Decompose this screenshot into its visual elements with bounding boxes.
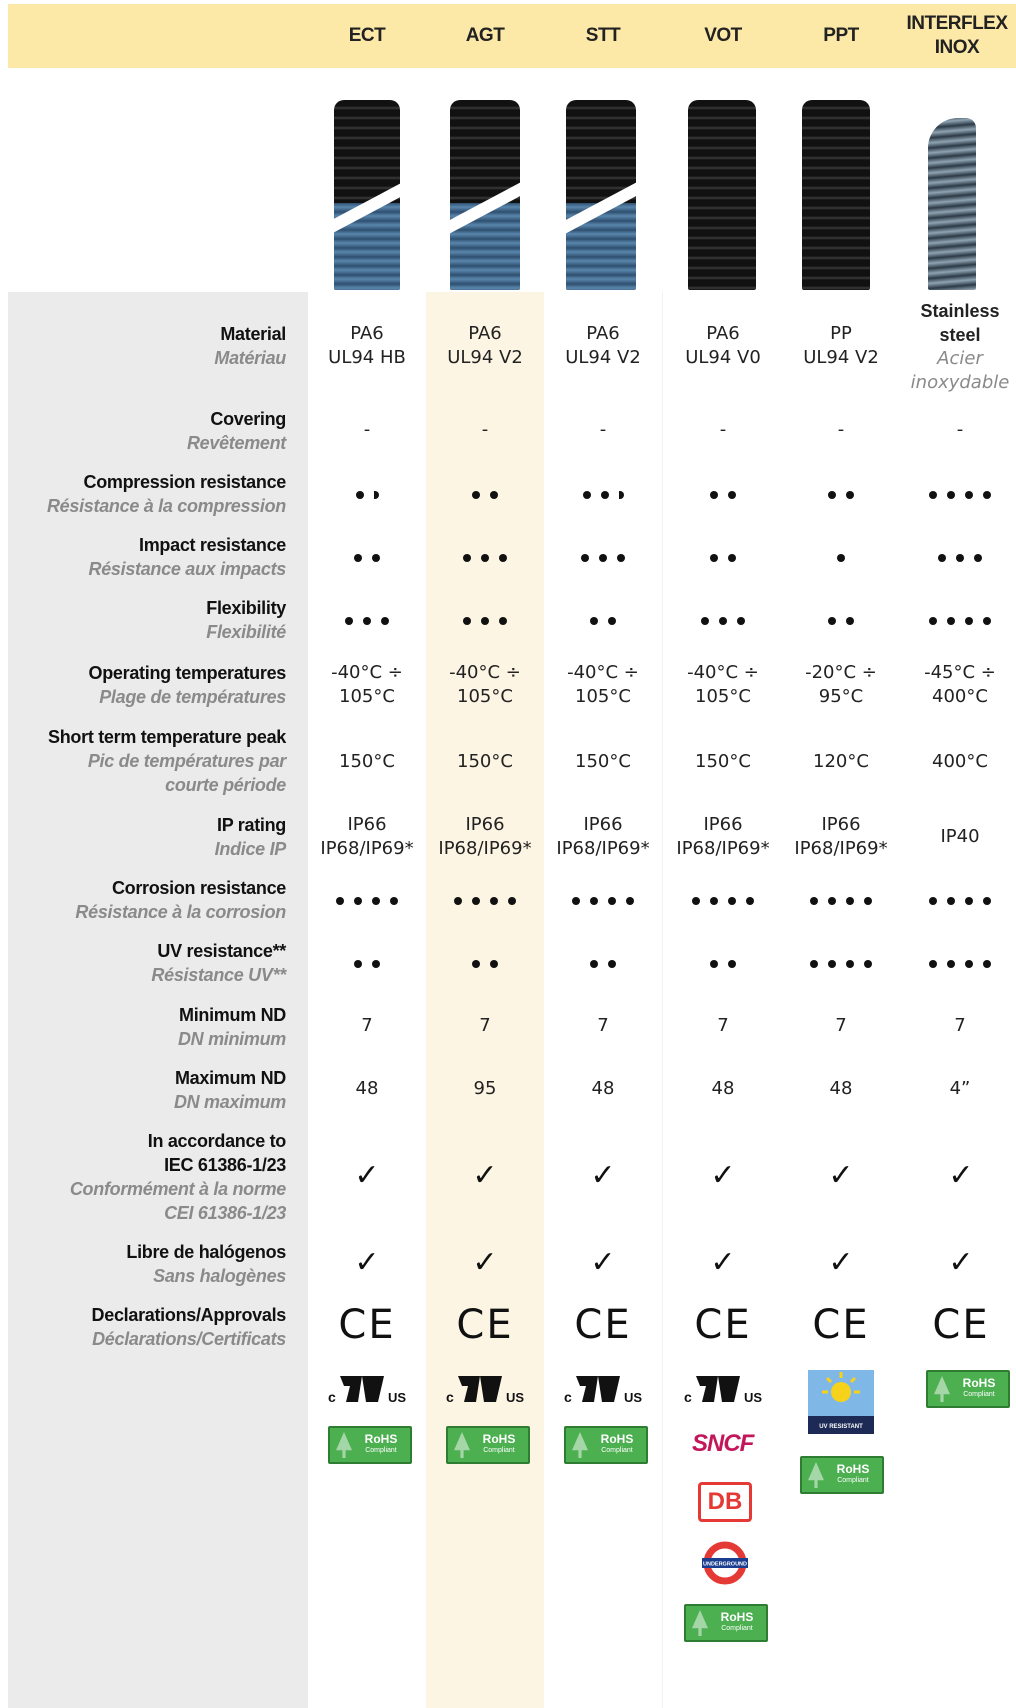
rating-dot: [583, 491, 591, 499]
rating-dot: [372, 897, 380, 905]
compression-rating-vot: [664, 489, 782, 501]
max-nd-agt: 95: [473, 1078, 497, 1099]
rating-dot: [929, 897, 937, 905]
row-label-halogen-free: Libre de halógenos Sans halogènes: [126, 1242, 286, 1286]
rating-dot: [490, 491, 498, 499]
rating-dot: [846, 897, 854, 905]
peak-interflex-inox: 400°C: [932, 751, 988, 772]
column-header-interflex-inox: INTERFLEX INOX: [906, 13, 1008, 58]
rating-dot: [572, 897, 580, 905]
rating-dot: [454, 897, 462, 905]
rating-dot: [356, 491, 364, 499]
svg-text:US: US: [624, 1390, 643, 1405]
rating-dot: [846, 617, 854, 625]
rating-dot: [974, 554, 982, 562]
material-vot: PA6 UL94 V0: [685, 323, 761, 368]
rating-dot: [354, 897, 362, 905]
row-label-material: Material Matériau: [214, 324, 286, 368]
uv-rating-agt: [426, 958, 544, 970]
db-logo-icon: DB: [698, 1482, 752, 1522]
impact-rating-vot: [664, 552, 782, 564]
compression-rating-ppt: [782, 489, 900, 501]
rating-dot: [947, 897, 955, 905]
rating-dot: [617, 554, 625, 562]
uv-rating-ect: [308, 958, 426, 970]
impact-rating-agt: [426, 552, 544, 564]
rating-dot: [463, 617, 471, 625]
material-stt: PA6 UL94 V2: [565, 323, 641, 368]
rating-dot: [965, 897, 973, 905]
column-divider: [662, 292, 663, 1708]
svg-text:US: US: [506, 1390, 525, 1405]
peak-ppt: 120°C: [813, 751, 869, 772]
svg-text:c: c: [328, 1389, 336, 1405]
rating-dot: [608, 617, 616, 625]
covering-vot: -: [719, 419, 727, 440]
min-nd-vot: 7: [717, 1015, 729, 1036]
rating-dot: [499, 554, 507, 562]
ce-mark-icon-stt: CE: [574, 1302, 632, 1348]
material-ect: PA6 UL94 HB: [328, 323, 406, 368]
max-nd-ppt: 48: [829, 1078, 853, 1099]
ce-mark-icon-interflex-inox: CE: [932, 1302, 990, 1348]
rating-dot: [710, 554, 718, 562]
rating-dot: [837, 554, 845, 562]
rating-dot: [499, 617, 507, 625]
rating-dot: [737, 617, 745, 625]
ul-listed-logo-icon-vot: [684, 1372, 768, 1406]
min-nd-ect: 7: [361, 1015, 373, 1036]
iec-check-icon-interflex-inox: ✓: [948, 1158, 974, 1193]
rating-dot: [983, 960, 991, 968]
rating-dot: [728, 897, 736, 905]
rating-dot: [929, 491, 937, 499]
vot-tube-image: [688, 100, 756, 290]
row-label-minimum-nd: Minimum ND DN minimum: [177, 1005, 286, 1049]
compression-rating-stt: [544, 489, 662, 501]
rohs-compliant-badge-icon-ect: RoHS Compliant: [328, 1426, 412, 1464]
min-nd-ppt: 7: [835, 1015, 847, 1036]
rating-dot: [929, 617, 937, 625]
rating-dot: [810, 960, 818, 968]
rating-dot: [810, 897, 818, 905]
rating-dot: [965, 617, 973, 625]
rating-dot: [692, 897, 700, 905]
peak-agt: 150°C: [457, 751, 513, 772]
rating-dot: [463, 554, 471, 562]
corrosion-rating-interflex-inox: [904, 895, 1016, 907]
rating-dot: [864, 897, 872, 905]
rating-dot: [472, 960, 480, 968]
svg-text:UV RESISTANT: UV RESISTANT: [819, 1424, 863, 1430]
svg-text:US: US: [388, 1390, 407, 1405]
ul-listed-logo-icon-stt: [564, 1372, 648, 1406]
row-label-maximum-nd: Maximum ND DN maximum: [173, 1068, 286, 1112]
rating-dot: [929, 960, 937, 968]
covering-ppt: -: [837, 419, 845, 440]
uv-rating-vot: [664, 958, 782, 970]
ul-listed-logo-icon-agt: [446, 1372, 530, 1406]
ect-tube-image: [334, 100, 400, 290]
max-nd-vot: 48: [711, 1078, 735, 1099]
rating-dot: [846, 491, 854, 499]
svg-text:UNDERGROUND: UNDERGROUND: [703, 1561, 747, 1568]
iec-check-icon-ppt: ✓: [828, 1158, 854, 1193]
rating-dot: [608, 960, 616, 968]
halogen-check-icon-stt: ✓: [590, 1245, 616, 1280]
max-nd-interflex-inox: 4”: [949, 1078, 971, 1099]
london-underground-logo-icon: [702, 1540, 748, 1586]
row-label-uv: UV resistance** Résistance UV**: [151, 941, 286, 985]
ip-interflex-inox: IP40: [940, 826, 980, 847]
corrosion-rating-stt: [544, 895, 662, 907]
rating-dot: [938, 554, 946, 562]
row-label-flexibility: Flexibility Flexibilité: [206, 598, 286, 642]
rating-dot: [581, 554, 589, 562]
rating-dot: [846, 960, 854, 968]
row-label-compression: Compression resistance Résistance à la compression: [46, 472, 286, 516]
sncf-logo-icon: SNCF: [692, 1430, 754, 1457]
ip-ppt: IP66 IP68/IP69*: [794, 814, 888, 859]
rating-half-dot: [619, 491, 624, 499]
svg-text:c: c: [684, 1389, 692, 1405]
rating-dot: [746, 897, 754, 905]
ip-ect: IP66 IP68/IP69*: [320, 814, 414, 859]
rating-dot: [947, 960, 955, 968]
column-header-vot: VOT: [704, 25, 742, 46]
rohs-compliant-badge-icon-stt: RoHS Compliant: [564, 1426, 648, 1464]
corrosion-rating-agt: [426, 895, 544, 907]
flexibility-rating-ppt: [782, 615, 900, 627]
svg-text:c: c: [446, 1389, 454, 1405]
material-interflex-inox: Stainless steel Acier inoxydable: [910, 301, 1010, 393]
column-header-ect: ECT: [348, 25, 386, 46]
rating-dot: [947, 617, 955, 625]
covering-interflex-inox: -: [956, 419, 964, 440]
stt-tube-image: [566, 100, 636, 290]
iec-check-icon-agt: ✓: [472, 1158, 498, 1193]
rohs-compliant-badge-icon-interflex-inox: RoHS Compliant: [926, 1370, 1010, 1408]
ce-mark-icon-ect: CE: [338, 1302, 396, 1348]
row-label-corrosion: Corrosion resistance Résistance à la corrosion: [75, 878, 286, 922]
max-nd-ect: 48: [355, 1078, 379, 1099]
temps-vot: -40°C ÷ 105°C: [687, 662, 759, 707]
peak-ect: 150°C: [339, 751, 395, 772]
rating-dot: [481, 554, 489, 562]
impact-rating-ect: [308, 552, 426, 564]
rating-dot: [354, 554, 362, 562]
rohs-compliant-badge-icon-vot: RoHS Compliant: [684, 1604, 768, 1642]
rating-dot: [599, 554, 607, 562]
uv-rating-ppt: [782, 958, 900, 970]
corrosion-rating-vot: [664, 895, 782, 907]
rating-dot: [490, 897, 498, 905]
rating-dot: [372, 554, 380, 562]
max-nd-stt: 48: [591, 1078, 615, 1099]
interflex-inox-tube-image: [928, 118, 976, 290]
covering-agt: -: [481, 419, 489, 440]
min-nd-agt: 7: [479, 1015, 491, 1036]
rohs-compliant-badge-icon-ppt: RoHS Compliant: [800, 1456, 884, 1494]
column-header-stt: STT: [585, 25, 621, 46]
ip-agt: IP66 IP68/IP69*: [438, 814, 532, 859]
covering-stt: -: [599, 419, 607, 440]
min-nd-interflex-inox: 7: [954, 1015, 966, 1036]
material-agt: PA6 UL94 V2: [447, 323, 523, 368]
svg-text:c: c: [564, 1389, 572, 1405]
rating-dot: [590, 897, 598, 905]
rating-dot: [719, 617, 727, 625]
rating-dot: [828, 617, 836, 625]
compression-rating-interflex-inox: [904, 489, 1016, 501]
rating-dot: [983, 617, 991, 625]
flexibility-rating-vot: [664, 615, 782, 627]
row-label-covering: Covering Revêtement: [186, 409, 286, 453]
rating-dot: [354, 960, 362, 968]
halogen-check-icon-ppt: ✓: [828, 1245, 854, 1280]
rating-dot: [983, 897, 991, 905]
agt-tube-image: [450, 100, 520, 290]
rating-half-dot: [374, 491, 379, 499]
compression-rating-ect: [308, 489, 426, 501]
flexibility-rating-agt: [426, 615, 544, 627]
ce-mark-icon-vot: CE: [694, 1302, 752, 1348]
rating-dot: [710, 491, 718, 499]
row-label-iec: In accordance to IEC 61386-1/23 Conformément à la norme CEI 61386-1/23: [69, 1131, 286, 1223]
halogen-check-icon-vot: ✓: [710, 1245, 736, 1280]
column-header-ppt: PPT: [823, 25, 859, 46]
impact-rating-interflex-inox: [904, 552, 1016, 564]
rating-dot: [608, 897, 616, 905]
rating-dot: [710, 960, 718, 968]
ce-mark-icon-agt: CE: [456, 1302, 514, 1348]
rating-dot: [363, 617, 371, 625]
rating-dot: [947, 491, 955, 499]
ce-mark-icon-ppt: CE: [812, 1302, 870, 1348]
peak-vot: 150°C: [695, 751, 751, 772]
rating-dot: [590, 960, 598, 968]
rating-dot: [965, 491, 973, 499]
temps-stt: -40°C ÷ 105°C: [567, 662, 639, 707]
flexibility-rating-ect: [308, 615, 426, 627]
temps-ect: -40°C ÷ 105°C: [331, 662, 403, 707]
ip-vot: IP66 IP68/IP69*: [676, 814, 770, 859]
row-label-declarations: Declarations/Approvals Déclarations/Certificats: [91, 1305, 286, 1349]
halogen-check-icon-interflex-inox: ✓: [948, 1245, 974, 1280]
iec-check-icon-stt: ✓: [590, 1158, 616, 1193]
rating-dot: [601, 491, 609, 499]
ul-listed-logo-icon-ect: [328, 1372, 412, 1406]
temps-agt: -40°C ÷ 105°C: [449, 662, 521, 707]
rating-dot: [390, 897, 398, 905]
row-label-operating-temperatures: Operating temperatures Plage de températures: [88, 663, 286, 707]
halogen-check-icon-agt: ✓: [472, 1245, 498, 1280]
row-label-temperature-peak: Short term temperature peak Pic de températures par courte période: [48, 727, 286, 795]
rating-dot: [472, 897, 480, 905]
rating-dot: [490, 960, 498, 968]
rohs-compliant-badge-icon-agt: RoHS Compliant: [446, 1426, 530, 1464]
ppt-tube-image: [802, 100, 870, 290]
rating-dot: [728, 960, 736, 968]
corrosion-rating-ect: [308, 895, 426, 907]
ip-stt: IP66 IP68/IP69*: [556, 814, 650, 859]
rating-dot: [828, 960, 836, 968]
iec-check-icon-ect: ✓: [354, 1158, 380, 1193]
rating-dot: [472, 491, 480, 499]
flexibility-rating-stt: [544, 615, 662, 627]
material-ppt: PP UL94 V2: [803, 323, 879, 368]
uv-rating-interflex-inox: [904, 958, 1016, 970]
rating-dot: [956, 554, 964, 562]
temps-ppt: -20°C ÷ 95°C: [805, 662, 877, 707]
corrosion-rating-ppt: [782, 895, 900, 907]
rating-dot: [481, 617, 489, 625]
rating-dot: [983, 491, 991, 499]
rating-dot: [381, 617, 389, 625]
rating-dot: [710, 897, 718, 905]
compression-rating-agt: [426, 489, 544, 501]
temps-interflex-inox: -45°C ÷ 400°C: [924, 662, 996, 707]
rating-dot: [508, 897, 516, 905]
row-label-impact: Impact resistance Résistance aux impacts: [88, 535, 286, 579]
row-label-ip-rating: IP rating Indice IP: [214, 815, 286, 859]
rating-dot: [828, 897, 836, 905]
uv-rating-stt: [544, 958, 662, 970]
impact-rating-stt: [544, 552, 662, 564]
rating-dot: [828, 491, 836, 499]
peak-stt: 150°C: [575, 751, 631, 772]
iec-check-icon-vot: ✓: [710, 1158, 736, 1193]
rating-dot: [864, 960, 872, 968]
rating-dot: [345, 617, 353, 625]
rating-dot: [965, 960, 973, 968]
rating-dot: [728, 491, 736, 499]
rating-dot: [590, 617, 598, 625]
uv-resistant-badge-icon: [808, 1370, 874, 1434]
covering-ect: -: [363, 419, 371, 440]
rating-dot: [372, 960, 380, 968]
rating-dot: [336, 897, 344, 905]
agt-column-highlight: [426, 292, 544, 1708]
rating-dot: [728, 554, 736, 562]
rating-dot: [701, 617, 709, 625]
column-header-agt: AGT: [465, 25, 505, 46]
min-nd-stt: 7: [597, 1015, 609, 1036]
impact-rating-ppt: [782, 552, 900, 564]
halogen-check-icon-ect: ✓: [354, 1245, 380, 1280]
flexibility-rating-interflex-inox: [904, 615, 1016, 627]
rating-dot: [626, 897, 634, 905]
svg-text:US: US: [744, 1390, 763, 1405]
